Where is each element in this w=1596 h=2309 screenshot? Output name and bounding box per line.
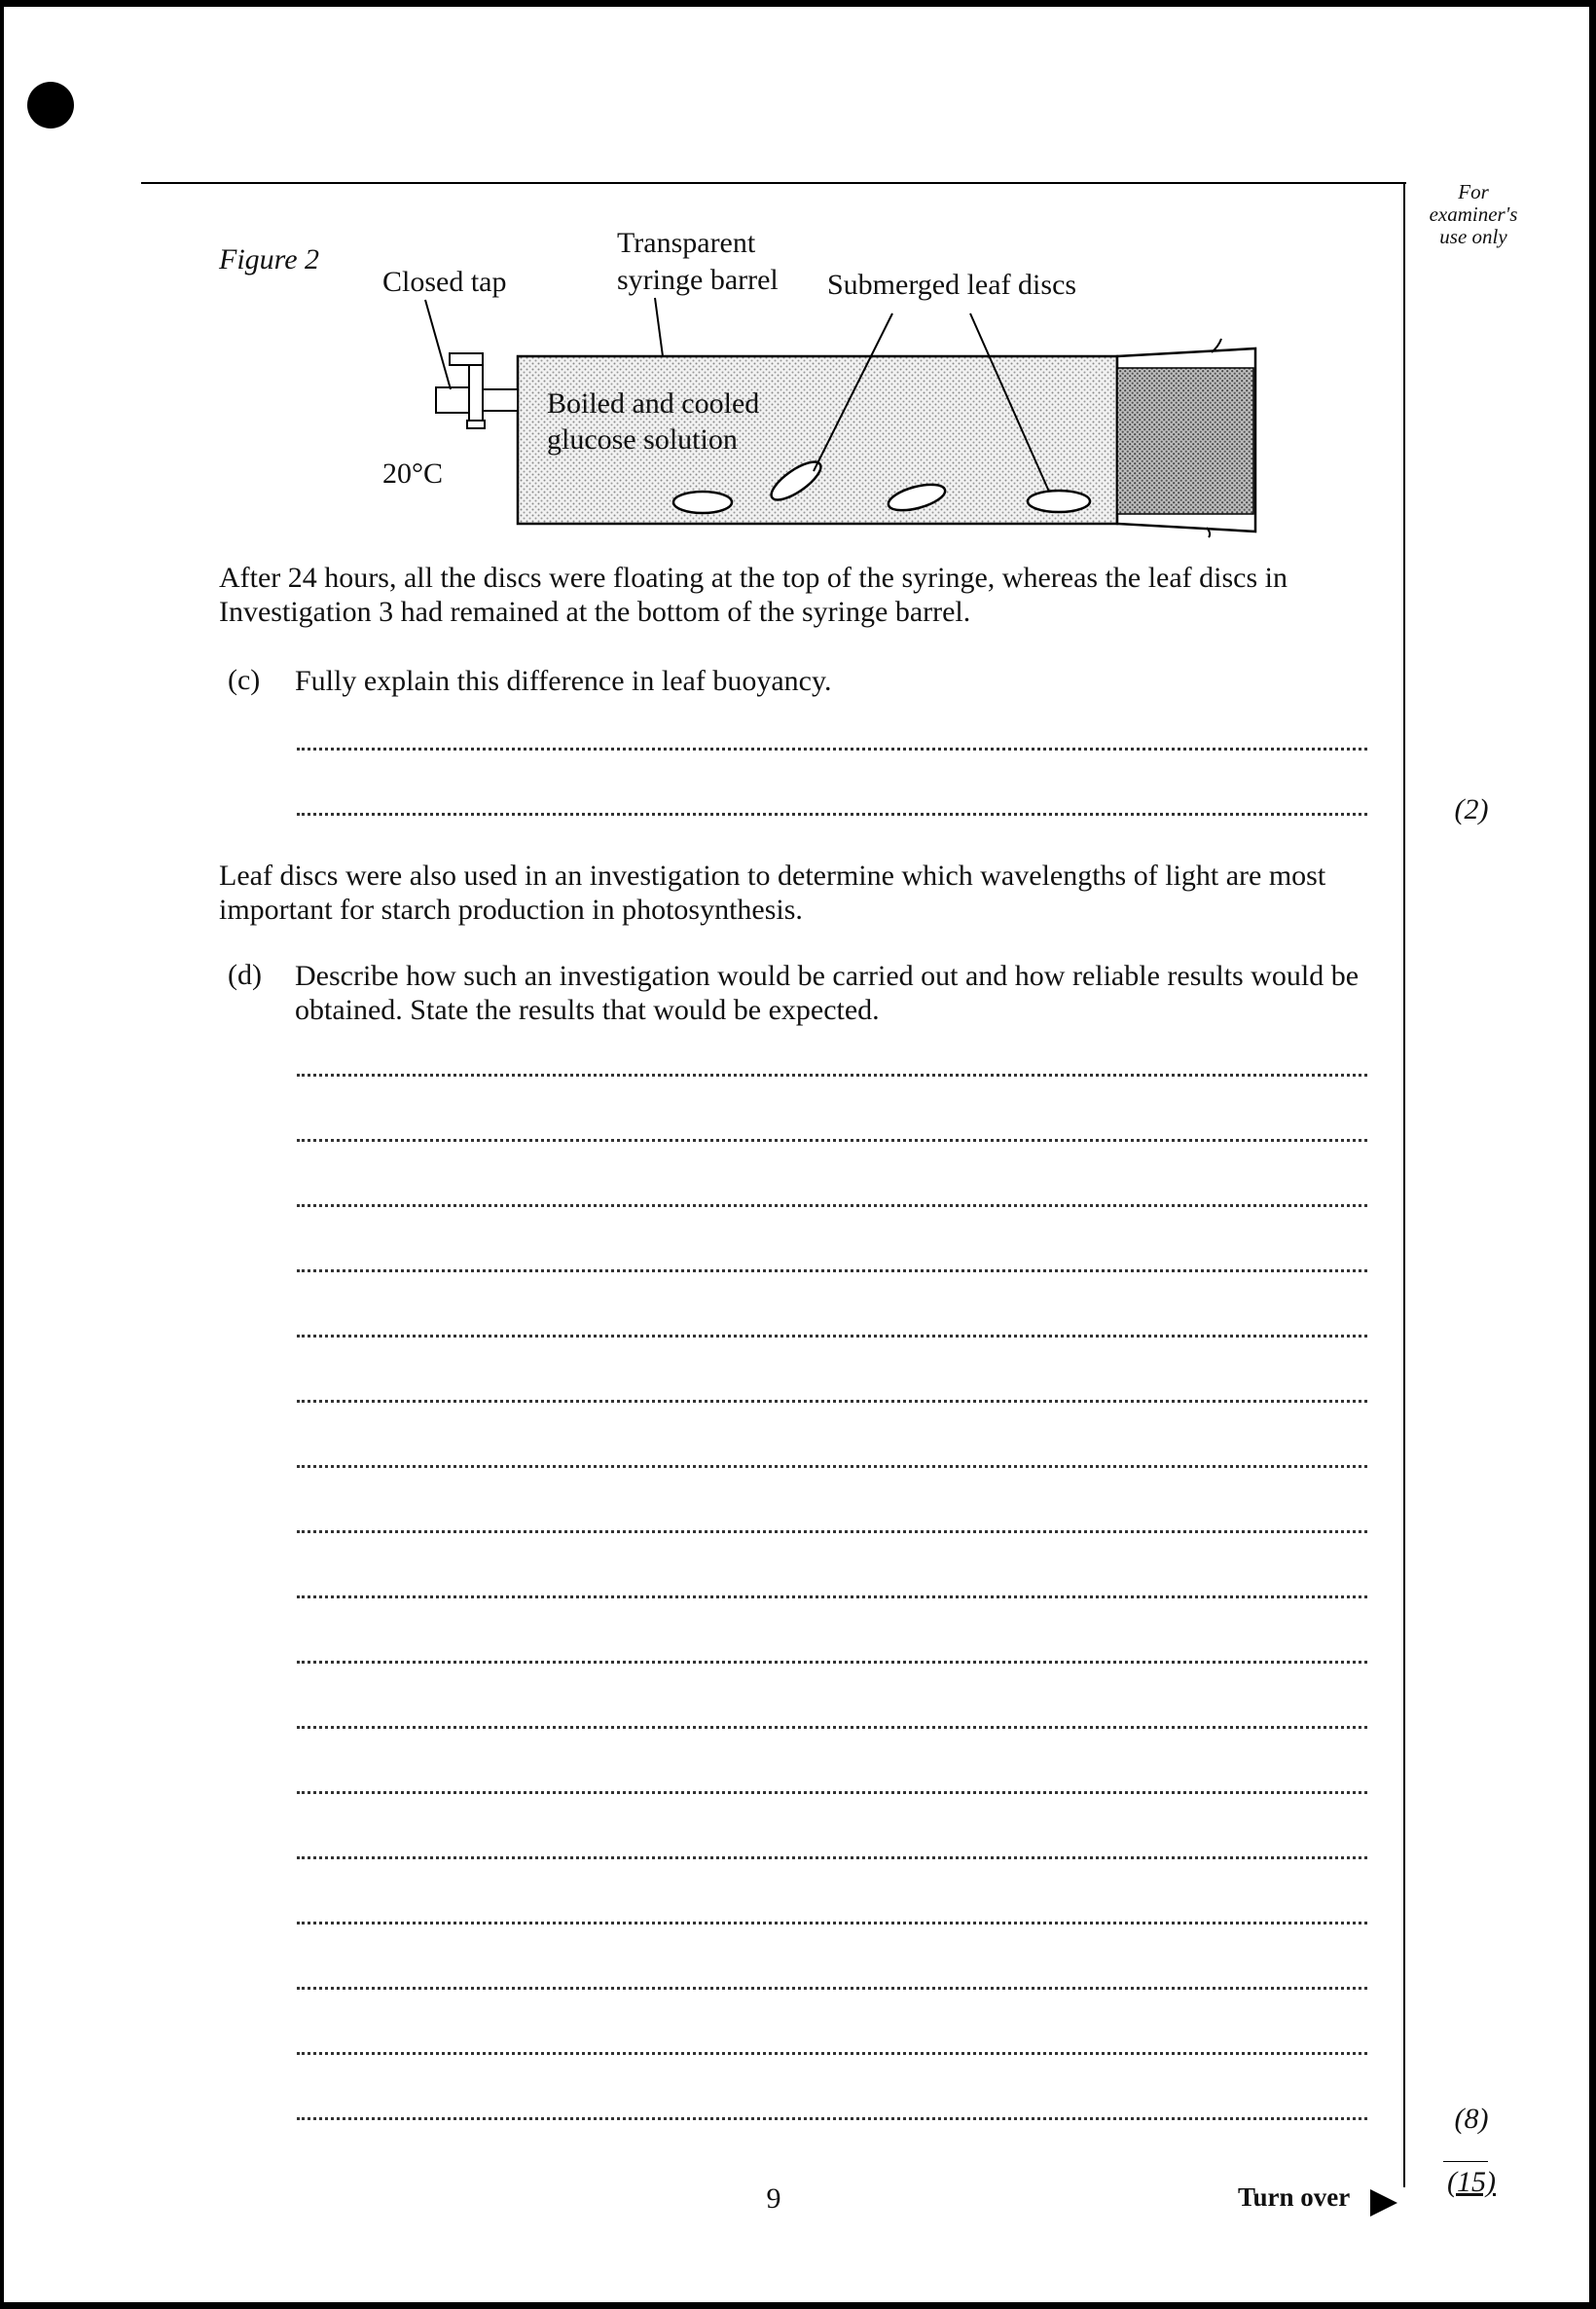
leaf-disc xyxy=(673,492,732,513)
question-c-number: (c) xyxy=(228,664,261,696)
answer-line[interactable] xyxy=(297,813,1367,816)
examiner-line-2: examiner's xyxy=(1429,202,1518,226)
barrel-label-line-2: syringe barrel xyxy=(617,264,779,296)
answer-line[interactable] xyxy=(297,1204,1367,1207)
question-d-marks: (8) xyxy=(1454,2103,1489,2135)
answer-line[interactable] xyxy=(297,1987,1367,1990)
answer-line[interactable] xyxy=(297,1465,1367,1468)
answer-line[interactable] xyxy=(297,1530,1367,1533)
answer-line[interactable] xyxy=(297,1726,1367,1729)
solution-label-line-2: glucose solution xyxy=(547,423,738,456)
answer-line[interactable] xyxy=(297,1400,1367,1403)
answer-line[interactable] xyxy=(297,1595,1367,1598)
leaf-disc xyxy=(1028,491,1090,512)
tap-base xyxy=(467,421,485,428)
answer-line[interactable] xyxy=(297,1269,1367,1272)
solution-label-line-1: Boiled and cooled xyxy=(547,387,760,420)
question-d-number: (d) xyxy=(228,959,262,991)
answer-line[interactable] xyxy=(297,1856,1367,1859)
answer-line[interactable] xyxy=(297,2052,1367,2055)
intro-paragraph: After 24 hours, all the discs were floating at the top of the syringe, whereas the leaf discs in Investigation 3 had remained at the bottom of the syringe barrel. xyxy=(219,562,1288,628)
answer-line[interactable] xyxy=(297,1139,1367,1142)
tap-stem xyxy=(469,356,483,424)
temperature-label: 20°C xyxy=(382,458,444,490)
figure-label: Figure 2 xyxy=(219,243,320,275)
examiner-line-1: For xyxy=(1458,180,1489,203)
turn-over-arrow-icon xyxy=(1370,2189,1397,2217)
page-number: 9 xyxy=(766,2182,781,2215)
answer-line[interactable] xyxy=(297,1661,1367,1664)
question-c-marks: (2) xyxy=(1454,793,1489,825)
examiner-line-3: use only xyxy=(1439,225,1507,248)
syringe-diagram xyxy=(0,0,1596,584)
answer-line[interactable] xyxy=(297,1922,1367,1924)
answer-line[interactable] xyxy=(297,1791,1367,1794)
leaf-discs-label: Submerged leaf discs xyxy=(827,269,1077,301)
closed-tap-pointer xyxy=(425,300,451,389)
question-d-text: Describe how such an investigation would be carried out and how reliable results would be obtained. State the results that would be expected. xyxy=(295,960,1360,1026)
answer-line[interactable] xyxy=(297,748,1367,751)
answer-line[interactable] xyxy=(297,1074,1367,1077)
barrel-pointer xyxy=(655,298,663,356)
answer-line[interactable] xyxy=(297,1335,1367,1338)
tap-handle xyxy=(450,353,483,365)
context-paragraph: Leaf discs were also used in an investigation to determine which wavelengths of light are most important for starch production in photosynthesis. xyxy=(219,860,1326,926)
total-marks-overline xyxy=(1443,2161,1488,2162)
turn-over-label: Turn over xyxy=(1238,2182,1351,2212)
total-marks: (15) xyxy=(1447,2166,1496,2198)
question-c-text: Fully explain this difference in leaf buoyancy. xyxy=(295,665,832,697)
answer-line[interactable] xyxy=(297,2117,1367,2120)
barrel-label-line-1: Transparent xyxy=(617,227,756,259)
closed-tap-label: Closed tap xyxy=(382,266,507,298)
syringe-plunger xyxy=(1117,368,1253,514)
